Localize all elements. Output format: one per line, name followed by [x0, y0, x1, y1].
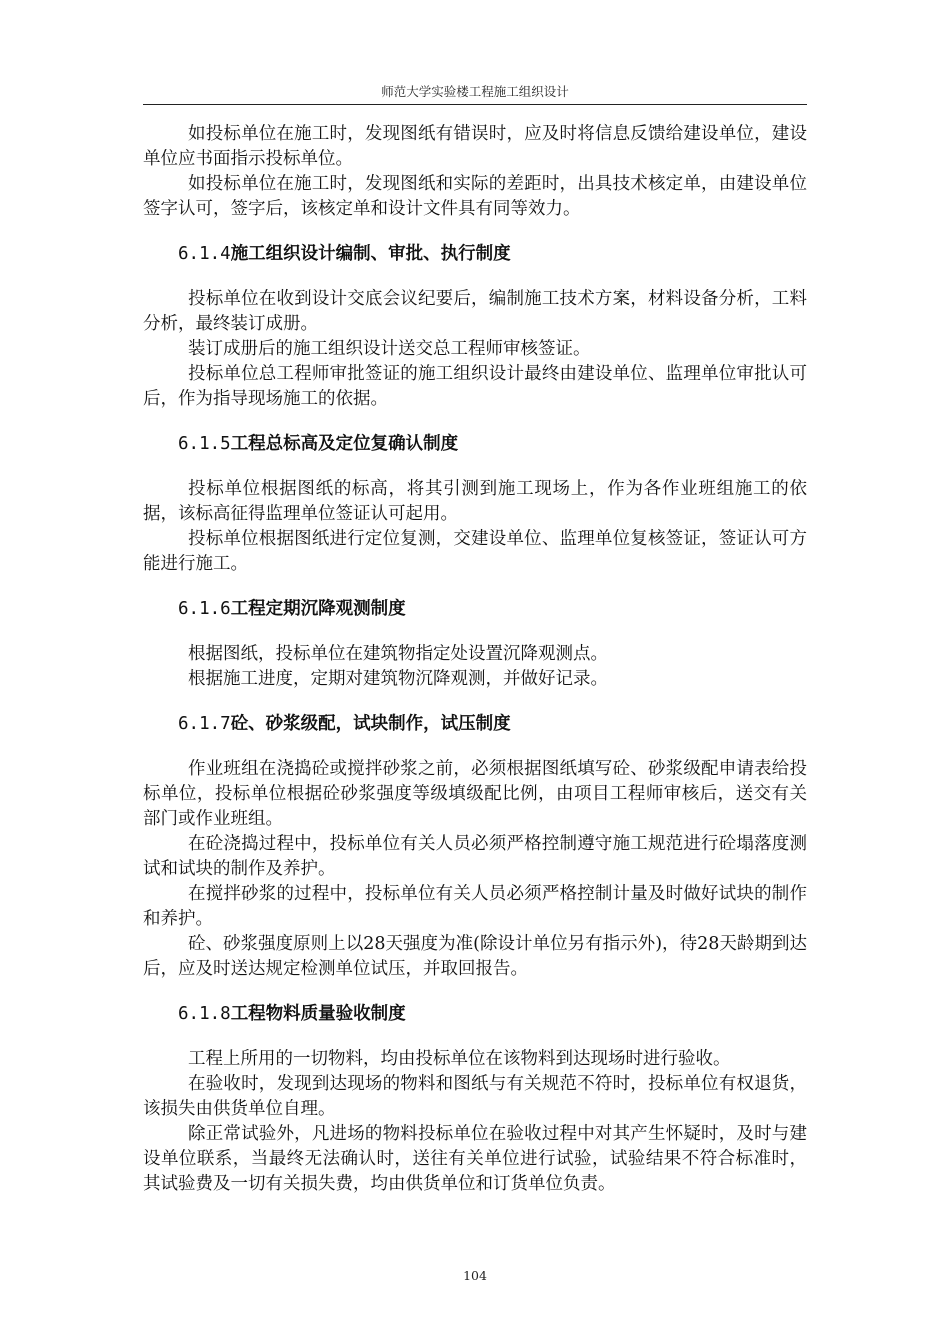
- section-heading-6-1-5: [178, 432, 807, 457]
- section-number: 6.1.4: [178, 244, 231, 264]
- section-title: 砼、砂浆级配，试块制作，试压制度: [230, 714, 511, 734]
- paragraph: 如投标单位在施工时，发现图纸和实际的差距时，出具技术核定单，由建设单位签字认可，签字后，该核定单和设计文件具有同等效力。: [143, 174, 807, 219]
- paragraph: 投标单位根据图纸进行定位复测，交建设单位、监理单位复核签证，签证认可方能进行施工。: [143, 529, 807, 574]
- section-heading-6-1-6: [178, 597, 807, 622]
- header-rule: [143, 104, 807, 105]
- running-header: 师范大学实验楼工程施工组织设计: [381, 84, 569, 99]
- section-heading-6-1-4: [178, 242, 807, 267]
- paragraph: 在验收时，发现到达现场的物料和图纸与有关规范不符时，投标单位有权退货，该损失由供货单位自理。: [143, 1074, 807, 1119]
- paragraph: 在搅拌砂浆的过程中，投标单位有关人员必须严格控制计量及时做好试块的制作和养护。: [143, 884, 807, 929]
- paragraph: 装订成册后的施工组织设计送交总工程师审核签证。: [188, 339, 591, 359]
- page-number: 104: [463, 1268, 487, 1283]
- paragraph: 投标单位根据图纸的标高，将其引测到施工现场上，作为各作业班组施工的依据，该标高征得监理单位签证认可起用。: [143, 479, 807, 524]
- section-number: 6.1.7: [178, 714, 231, 734]
- paragraph: 根据图纸，投标单位在建筑物指定处设置沉降观测点。: [188, 644, 608, 664]
- paragraph: 作业班组在浇捣砼或搅拌砂浆之前，必须根据图纸填写砼、砂浆级配申请表给投标单位，投标单位根据砼砂浆强度等级填级配比例，由项目工程师审核后，送交有关部门或作业班组。: [143, 759, 807, 829]
- paragraph: 如投标单位在施工时，发现图纸有错误时，应及时将信息反馈给建设单位，建设单位应书面指示投标单位。: [143, 124, 807, 169]
- paragraph: 投标单位总工程师审批签证的施工组织设计最终由建设单位、监理单位审批认可后，作为指导现场施工的依据。: [143, 364, 807, 409]
- section-number: 6.1.6: [178, 599, 231, 619]
- section-number: 6.1.5: [178, 434, 231, 454]
- section-title: 施工组织设计编制、审批、执行制度: [230, 244, 511, 264]
- section-title: 工程物料质量验收制度: [230, 1004, 406, 1024]
- paragraph: 在砼浇捣过程中，投标单位有关人员必须严格控制遵守施工规范进行砼塌落度测试和试块的制作及养护。: [143, 834, 807, 879]
- section-number: 6.1.8: [178, 1004, 231, 1024]
- paragraph: 根据施工进度，定期对建筑物沉降观测，并做好记录。: [188, 669, 608, 689]
- section-heading-6-1-8: [178, 1002, 807, 1027]
- section-title: 工程定期沉降观测制度: [230, 599, 406, 619]
- paragraph: 砼、砂浆强度原则上以28天强度为准(除设计单位另有指示外)，待28天龄期到达后，应及时送达规定检测单位试压，并取回报告。: [143, 934, 807, 979]
- section-heading-6-1-7: [178, 712, 807, 737]
- paragraph: 投标单位在收到设计交底会议纪要后，编制施工技术方案，材料设备分析，工料分析，最终装订成册。: [143, 289, 807, 334]
- paragraph: 除正常试验外，凡进场的物料投标单位在验收过程中对其产生怀疑时，及时与建设单位联系，当最终无法确认时，送往有关单位进行试验，试验结果不符合标准时，其试验费及一切有关损失费，均由供货单位和订货单位负责。: [143, 1124, 807, 1194]
- paragraph: 工程上所用的一切物料，均由投标单位在该物料到达现场时进行验收。: [188, 1049, 731, 1069]
- document-body: [143, 122, 807, 1197]
- section-title: 工程总标高及定位复确认制度: [230, 434, 459, 454]
